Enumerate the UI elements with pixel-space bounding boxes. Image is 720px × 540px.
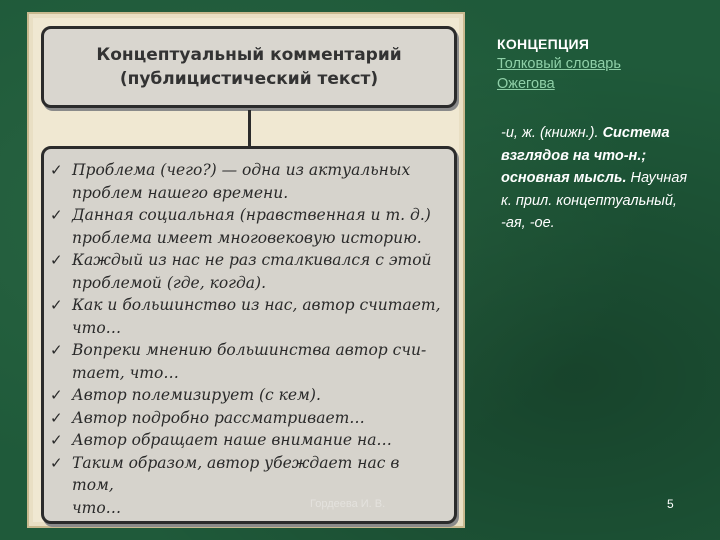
phrase-item: [50, 384, 446, 407]
phrase-line: проблема имеет многовековую историю.: [72, 228, 422, 247]
phrase-item: [50, 294, 446, 339]
checkmark-icon: ✓: [50, 341, 63, 359]
checkmark-icon: ✓: [50, 431, 63, 449]
watermark: Гордеева И. В.: [310, 498, 386, 510]
phrase-line: Таким образом, автор убеждает нас в том,: [72, 453, 400, 494]
checkmark-icon: ✓: [50, 408, 63, 427]
checkmark-icon: ✓: [50, 251, 63, 269]
phrase-item: [50, 159, 446, 204]
textbook-image-panel: [27, 12, 465, 528]
checkmark-icon: ✓: [50, 161, 63, 179]
meaning: Система взглядов на что-н.; основная мысль.: [501, 125, 670, 186]
phrase-list: [44, 149, 454, 519]
checkmark-icon: ✓: [50, 206, 63, 224]
phrase-line: Как и большинство из нас, автор считает,: [72, 296, 441, 314]
example: Научная к.: [501, 170, 688, 209]
source-line-1: Толковый словарь: [497, 56, 621, 72]
definition-body: [497, 122, 697, 235]
phrase-line: Вопреки мнению большинства автор счи-: [72, 341, 427, 359]
phrase-line: Проблема (чего?) — одна из актуальных: [72, 161, 411, 179]
dictionary-definition: [497, 36, 697, 235]
phrase-line: тает, что…: [72, 363, 179, 382]
header-title: Концептуальный комментарий: [96, 45, 402, 65]
derivative: концептуальный, -ая, -ое.: [501, 192, 677, 231]
connector-line: [248, 110, 251, 148]
phrase-line: Автор подробно рассматривает…: [72, 408, 365, 427]
phrase-line: что…: [72, 498, 122, 517]
phrase-line: Автор полемизирует (с кем).: [72, 386, 321, 404]
phrase-item: [50, 249, 446, 294]
header-subtitle: (публицистический текст): [119, 69, 379, 89]
phrase-item: [50, 452, 446, 520]
checkmark-icon: ✓: [50, 296, 63, 314]
derivative-label: прил.: [515, 192, 553, 209]
phrase-line: что…: [72, 318, 122, 337]
grammar-note: -и, ж. (книжн.).: [501, 125, 599, 141]
checkmark-icon: ✓: [50, 453, 63, 472]
phrase-list-box: [41, 146, 457, 524]
phrase-line: Данная социальная (нравственная и т. д.): [72, 206, 431, 224]
dictionary-source-link[interactable]: [497, 54, 697, 94]
phrase-item: [50, 407, 446, 430]
checkmark-icon: ✓: [50, 386, 63, 404]
phrase-line: Каждый из нас не раз сталкивался с этой: [72, 251, 432, 269]
phrase-item: [50, 204, 446, 249]
page-number: 5: [667, 497, 674, 511]
source-line-2: Ожегова: [497, 76, 555, 92]
phrase-line: Автор обращает наше внимание на…: [72, 431, 392, 449]
phrase-item: [50, 339, 446, 384]
panel-inner: [33, 18, 459, 522]
phrase-line: проблем нашего времени.: [72, 183, 289, 202]
phrase-line: проблемой (где, когда).: [72, 273, 267, 292]
header-box: [41, 26, 457, 108]
headword: КОНЦЕПЦИЯ: [497, 36, 590, 52]
phrase-item: [50, 429, 446, 452]
